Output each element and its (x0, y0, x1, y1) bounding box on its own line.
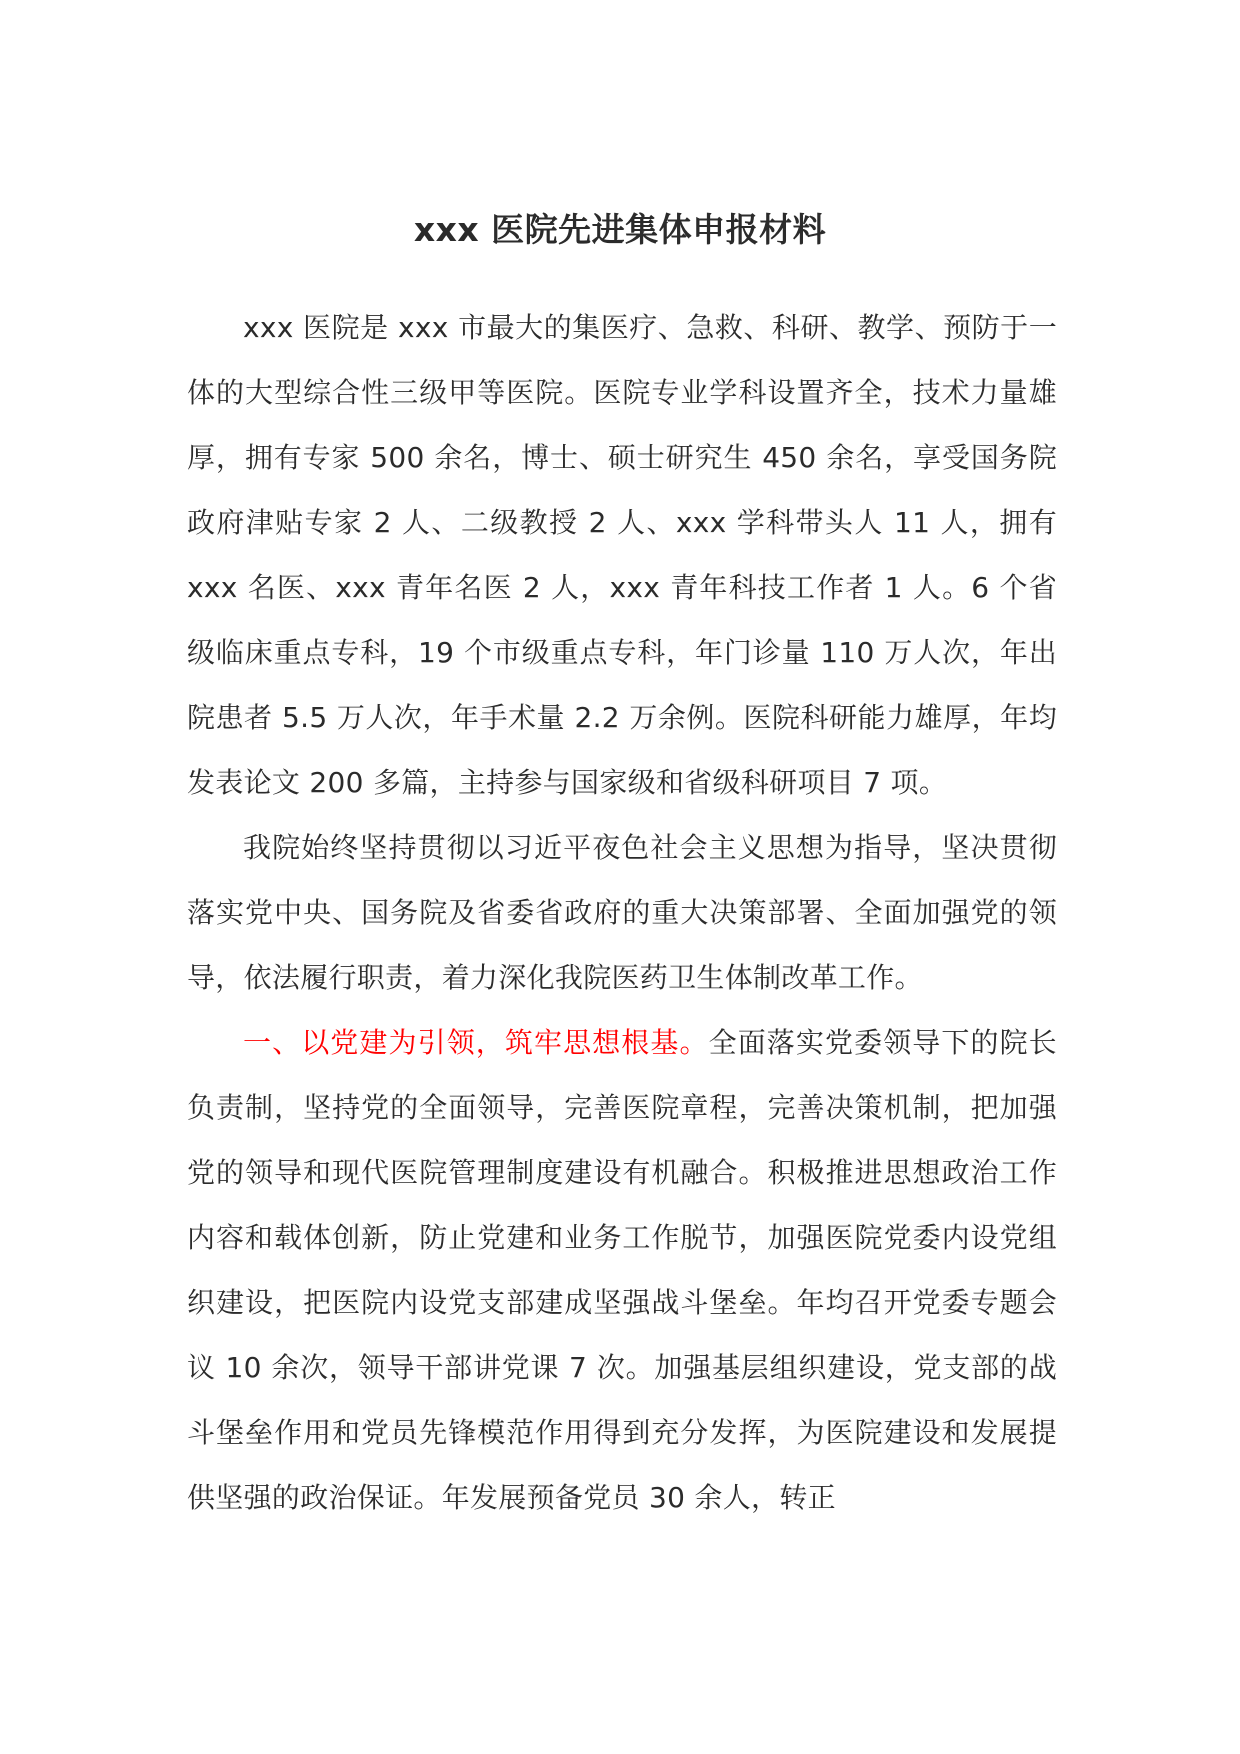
paragraph-body (187, 1010, 1057, 1530)
paragraph-hospital-overview (187, 295, 1057, 815)
document-title: xxx 医院先进集体申报材料 (413, 210, 827, 249)
paragraph-text: 我院始终坚持贯彻以习近平夜色社会主义思想为指导，坚决贯彻落实党中央、国务院及省委省政府的重大决策部署、全面加强党的领导，依法履行职责，着力深化我院医药卫生体制改革工作。 (187, 831, 1057, 994)
section-heading: 一、以党建为引领，筑牢思想根基。 (243, 1026, 709, 1059)
paragraph-guiding-principle (187, 815, 1057, 1010)
paragraph-text: xxx 医院是 xxx 市最大的集医疗、急救、科研、教学、预防于一体的大型综合性三级甲等医院。医院专业学科设置齐全，技术力量雄厚，拥有专家 500 余名，博士、硕士研究生 450 余名，享受国务院政府津贴专家 2 人、二级教授 2 人、xxx 学科带头人 11 人，拥有 xxx 名医、xxx 青年名医 2 人，xxx 青年科技工作者 1 人。6 个省级临床重点专科，19 个市级重点专科，年门诊量 110 万人次，年出院患者 5.5 万人次，年手术量 2.2 万余例。医院科研能力雄厚，年均发表论文 200 多篇，主持参与国家级和省级科研项目 7 项。 (187, 311, 1057, 799)
paragraph-party-building (187, 1010, 1057, 1530)
paragraph-text: 全面落实党委领导下的院长负责制，坚持党的全面领导，完善医院章程，完善决策机制，把加强党的领导和现代医院管理制度建设有机融合。积极推进思想政治工作内容和载体创新，防止党建和业务工作脱节，加强医院党委内设党组织建设，把医院内设党支部建成坚强战斗堡垒。年均召开党委专题会议 10 余次，领导干部讲党课 7 次。加强基层组织建设，党支部的战斗堡垒作用和党员先锋模范作用得到充分发挥，为医院建设和发展提供坚强的政治保证。年发展预备党员 30 余人，转正 (187, 1026, 1057, 1514)
